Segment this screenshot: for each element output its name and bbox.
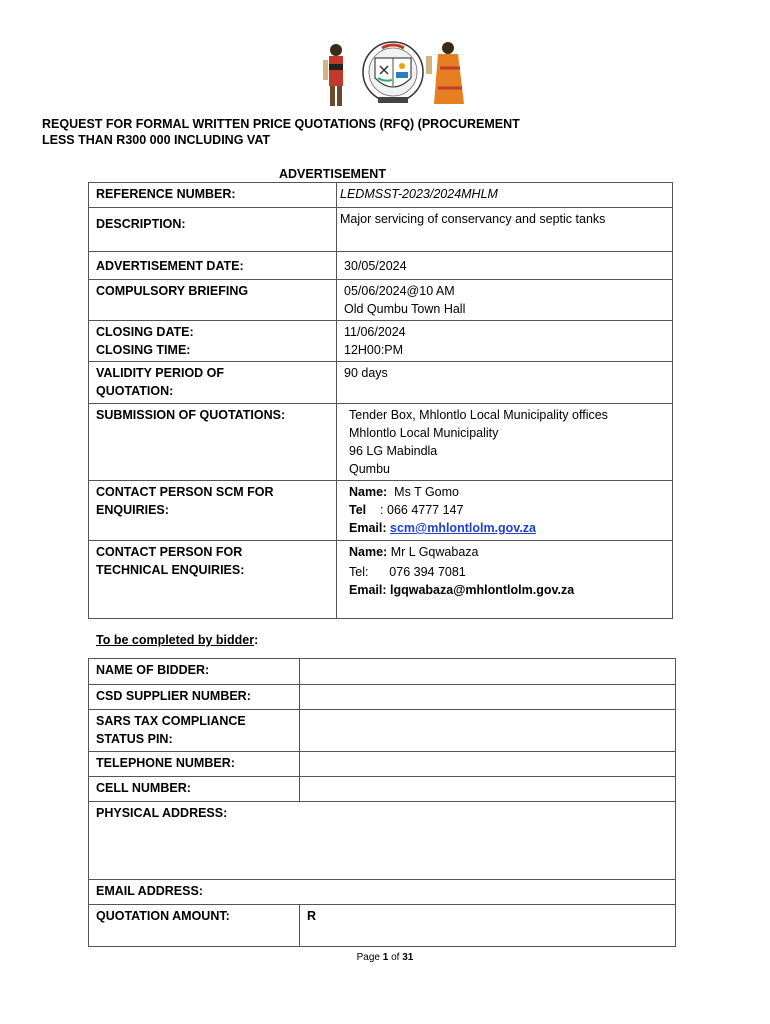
sars-field[interactable] [300, 710, 676, 752]
description-row [89, 208, 673, 252]
bidder-heading-colon: : [254, 633, 259, 647]
scm-email-label: Email: [349, 521, 387, 535]
validity-row [89, 362, 673, 404]
csd-label: CSD SUPPLIER NUMBER: [89, 685, 300, 710]
quotation-amount-row [89, 905, 676, 947]
briefing-venue: Old Qumbu Town Hall [344, 302, 466, 316]
ad-date-label: ADVERTISEMENT DATE: [89, 252, 337, 280]
briefing-value [337, 280, 673, 321]
bidder-heading-text: To be completed by bidder [96, 633, 255, 647]
closing-time-value: 12H00:PM [344, 343, 404, 357]
quotation-amount-field[interactable]: R [300, 905, 676, 947]
cell-field[interactable] [300, 777, 676, 802]
scm-contact-label-line-1: CONTACT PERSON SCM FOR [96, 485, 274, 499]
document-title [42, 116, 682, 148]
closing-row [89, 321, 673, 362]
submission-line-1: Tender Box, Mhlontlo Local Municipality offices [349, 408, 608, 422]
tech-email-label: Email: [349, 583, 387, 597]
submission-value [337, 404, 673, 481]
email-address-field[interactable] [89, 880, 676, 905]
technical-contact-label-line-1: CONTACT PERSON FOR [96, 545, 243, 559]
bidder-section-heading [96, 633, 258, 647]
technical-contact-label [89, 541, 337, 619]
briefing-label: COMPULSORY BRIEFING [89, 280, 337, 321]
tech-name-label: Name: [349, 545, 388, 559]
description-label-text: DESCRIPTION: [96, 216, 186, 231]
bidder-name-label: NAME OF BIDDER: [89, 659, 300, 685]
sars-label [89, 710, 300, 752]
tech-tel-label: Tel: [349, 565, 369, 579]
physical-address-label: PHYSICAL ADDRESS: [96, 806, 228, 820]
telephone-label: TELEPHONE NUMBER: [89, 752, 300, 777]
tech-tel-line [349, 563, 666, 581]
ad-date-value: 30/05/2024 [337, 252, 673, 280]
submission-label: SUBMISSION OF QUOTATIONS: [89, 404, 337, 481]
scm-contact-row [89, 481, 673, 541]
closing-date-value: 11/06/2024 [344, 325, 406, 339]
scm-tel: : 066 4777 147 [380, 503, 464, 517]
page-current: 1 [382, 952, 389, 963]
csd-row [89, 685, 676, 710]
cell-row [89, 777, 676, 802]
ad-date-row [89, 252, 673, 280]
submission-row [89, 404, 673, 481]
tech-email: lgqwabaza@mhlontlolm.gov.za [390, 583, 575, 597]
validity-label [89, 362, 337, 404]
sars-label-line-1: SARS TAX COMPLIANCE [96, 714, 246, 728]
tech-email-line [349, 581, 666, 599]
description-label [89, 208, 337, 252]
reference-label: REFERENCE NUMBER: [89, 183, 337, 208]
briefing-date: 05/06/2024@10 AM [344, 284, 455, 298]
tech-tel: 076 394 7081 [389, 565, 466, 579]
closing-time-label: CLOSING TIME: [96, 343, 191, 357]
scm-name-label: Name: [349, 485, 388, 499]
tech-name-line [349, 543, 666, 561]
technical-contact-value [337, 541, 673, 619]
scm-tel-line [349, 501, 666, 519]
scm-email-link[interactable]: scm@mhlontlolm.gov.za [390, 521, 537, 535]
bidder-table [88, 658, 676, 947]
submission-line-2: Mhlontlo Local Municipality [349, 426, 499, 440]
telephone-field[interactable] [300, 752, 676, 777]
validity-value: 90 days [337, 362, 673, 404]
scm-contact-value [337, 481, 673, 541]
quotation-amount-label: QUOTATION AMOUNT: [89, 905, 300, 947]
technical-contact-row [89, 541, 673, 619]
document-title-line-1: REQUEST FOR FORMAL WRITTEN PRICE QUOTATIONS (RFQ) (PROCUREMENT [42, 117, 520, 131]
advertisement-table [88, 182, 673, 619]
cell-label: CELL NUMBER: [89, 777, 300, 802]
physical-address-field[interactable] [89, 802, 676, 880]
email-address-label: EMAIL ADDRESS: [96, 884, 203, 898]
description-value: Major servicing of conservancy and septic tanks [337, 208, 673, 252]
csd-field[interactable] [300, 685, 676, 710]
municipal-coat-of-arms-logo [318, 38, 468, 110]
scm-contact-label [89, 481, 337, 541]
bidder-name-field[interactable] [300, 659, 676, 685]
closing-label [89, 321, 337, 362]
sars-row [89, 710, 676, 752]
central-shield [363, 42, 423, 102]
validity-label-line-1: VALIDITY PERIOD OF [96, 366, 225, 380]
sars-label-line-2: STATUS PIN: [96, 732, 173, 746]
technical-contact-label-line-2: TECHNICAL ENQUIRIES: [96, 563, 245, 577]
submission-line-3: 96 LG Mabindla [349, 444, 438, 458]
submission-line-4: Qumbu [349, 462, 390, 476]
of-word: of [391, 952, 400, 963]
scm-email-line [349, 519, 666, 537]
right-supporter-figure [426, 42, 464, 104]
advertisement-heading: ADVERTISEMENT [279, 167, 386, 181]
page-word: Page [356, 952, 380, 963]
page-total: 31 [402, 952, 414, 963]
left-supporter-figure [323, 44, 343, 106]
reference-row [89, 183, 673, 208]
closing-date-label: CLOSING DATE: [96, 325, 194, 339]
scm-tel-label: Tel [349, 503, 367, 517]
bidder-name-row [89, 659, 676, 685]
tech-name: Mr L Gqwabaza [390, 545, 479, 559]
email-row [89, 880, 676, 905]
reference-value: LEDMSST-2023/2024MHLM [337, 183, 673, 208]
scm-name-line [349, 483, 666, 501]
scm-contact-label-line-2: ENQUIRIES: [96, 503, 169, 517]
closing-value [337, 321, 673, 362]
document-title-line-2: LESS THAN R300 000 INCLUDING VAT [42, 133, 271, 147]
physical-address-row [89, 802, 676, 880]
scm-name: Ms T Gomo [394, 485, 460, 499]
briefing-row [89, 280, 673, 321]
telephone-row [89, 752, 676, 777]
validity-label-line-2: QUOTATION: [96, 384, 174, 398]
page-footer [0, 952, 770, 963]
